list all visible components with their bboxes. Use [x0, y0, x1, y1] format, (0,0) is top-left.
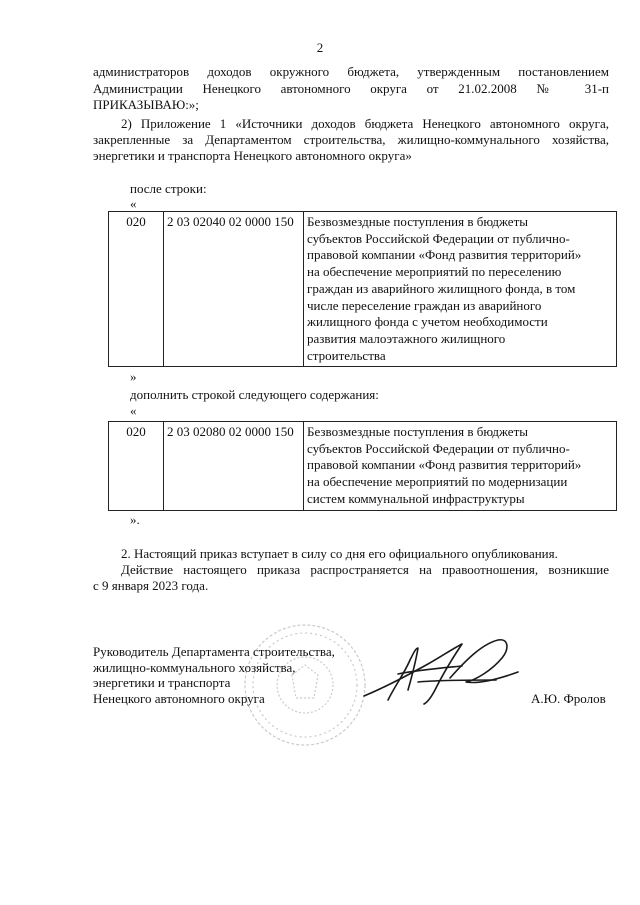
description-line: систем коммунальной инфраструктуры: [307, 490, 525, 506]
signatory-title-line: Ненецкого автономного округа: [93, 690, 265, 706]
description-line: на обеспечение мероприятий по переселению: [307, 264, 562, 280]
intro-line-3: ПРИКАЗЫВАЮ:»;: [93, 97, 199, 112]
signatory-title: [93, 644, 335, 706]
kbk-code-cell: 2 03 02040 02 0000 150: [164, 212, 304, 367]
clause-2-line-2: Действие настоящего приказа распространяется на правоотношения, возникшие: [121, 562, 609, 577]
description-line: Безвозмездные поступления в бюджеты: [307, 424, 528, 439]
open-quote-1: «: [130, 196, 137, 211]
description-line: на обеспечение мероприятий по модернизации: [307, 474, 568, 490]
close-quote-2: ».: [130, 512, 140, 527]
page-number: 2: [316, 40, 324, 55]
new-row-table: [108, 421, 617, 511]
signatory-title-line: энергетики и транспорта: [93, 675, 231, 691]
close-quote-1: »: [130, 369, 137, 384]
intro-line-2: Администрации Ненецкого автономного округа от 21.02.2008 № 31-п: [93, 81, 609, 96]
description-line: жилищного фонда с учетом необходимости: [307, 314, 548, 330]
admin-code-cell: 020: [109, 422, 164, 511]
after-row-label: после строки:: [130, 181, 207, 196]
signatory-title-line: жилищно-коммунального хозяйства,: [93, 659, 296, 675]
signatory-name: А.Ю. Фролов: [531, 691, 606, 706]
existing-row-table: [108, 211, 617, 367]
clause-2-line-3: с 9 января 2023 года.: [93, 578, 209, 593]
open-quote-2: «: [130, 403, 137, 418]
table-row: [109, 422, 617, 511]
description-line: развития малоэтажного жилищного: [307, 330, 506, 346]
description-line: граждан из аварийного жилищного фонда, в том: [307, 280, 576, 296]
description-line: строительства: [307, 347, 386, 363]
description-cell: [304, 422, 617, 511]
description-line: числе переселение граждан из аварийного: [307, 297, 542, 313]
intro-line-1: администраторов доходов окружного бюджета, утвержденным постановлением: [93, 64, 609, 79]
item-2-line-3: энергетики и транспорта Ненецкого автономного округа»: [93, 148, 412, 163]
description-line: субъектов Российской Федерации от публично-: [307, 230, 570, 246]
clause-2-line-1: 2. Настоящий приказ вступает в силу со дня его официального опубликования.: [121, 546, 558, 561]
admin-code-cell: 020: [109, 212, 164, 367]
signature-icon: [358, 630, 523, 710]
description-line: Безвозмездные поступления в бюджеты: [307, 214, 528, 229]
kbk-code-cell: 2 03 02080 02 0000 150: [164, 422, 304, 511]
item-2-line-1: 2) Приложение 1 «Источники доходов бюджета Ненецкого автономного округа,: [121, 116, 609, 131]
description-line: правовой компании «Фонд развития территорий»: [307, 457, 582, 473]
description-line: субъектов Российской Федерации от публично-: [307, 440, 570, 456]
add-row-label: дополнить строкой следующего содержания:: [130, 387, 379, 402]
item-2-line-2: закрепленные за Департаментом строительства, жилищно-коммунального хозяйства,: [93, 132, 609, 147]
table-row: [109, 212, 617, 367]
description-line: правовой компании «Фонд развития территорий»: [307, 247, 582, 263]
signatory-title-line: Руководитель Департамента строительства,: [93, 644, 335, 659]
description-cell: [304, 212, 617, 367]
